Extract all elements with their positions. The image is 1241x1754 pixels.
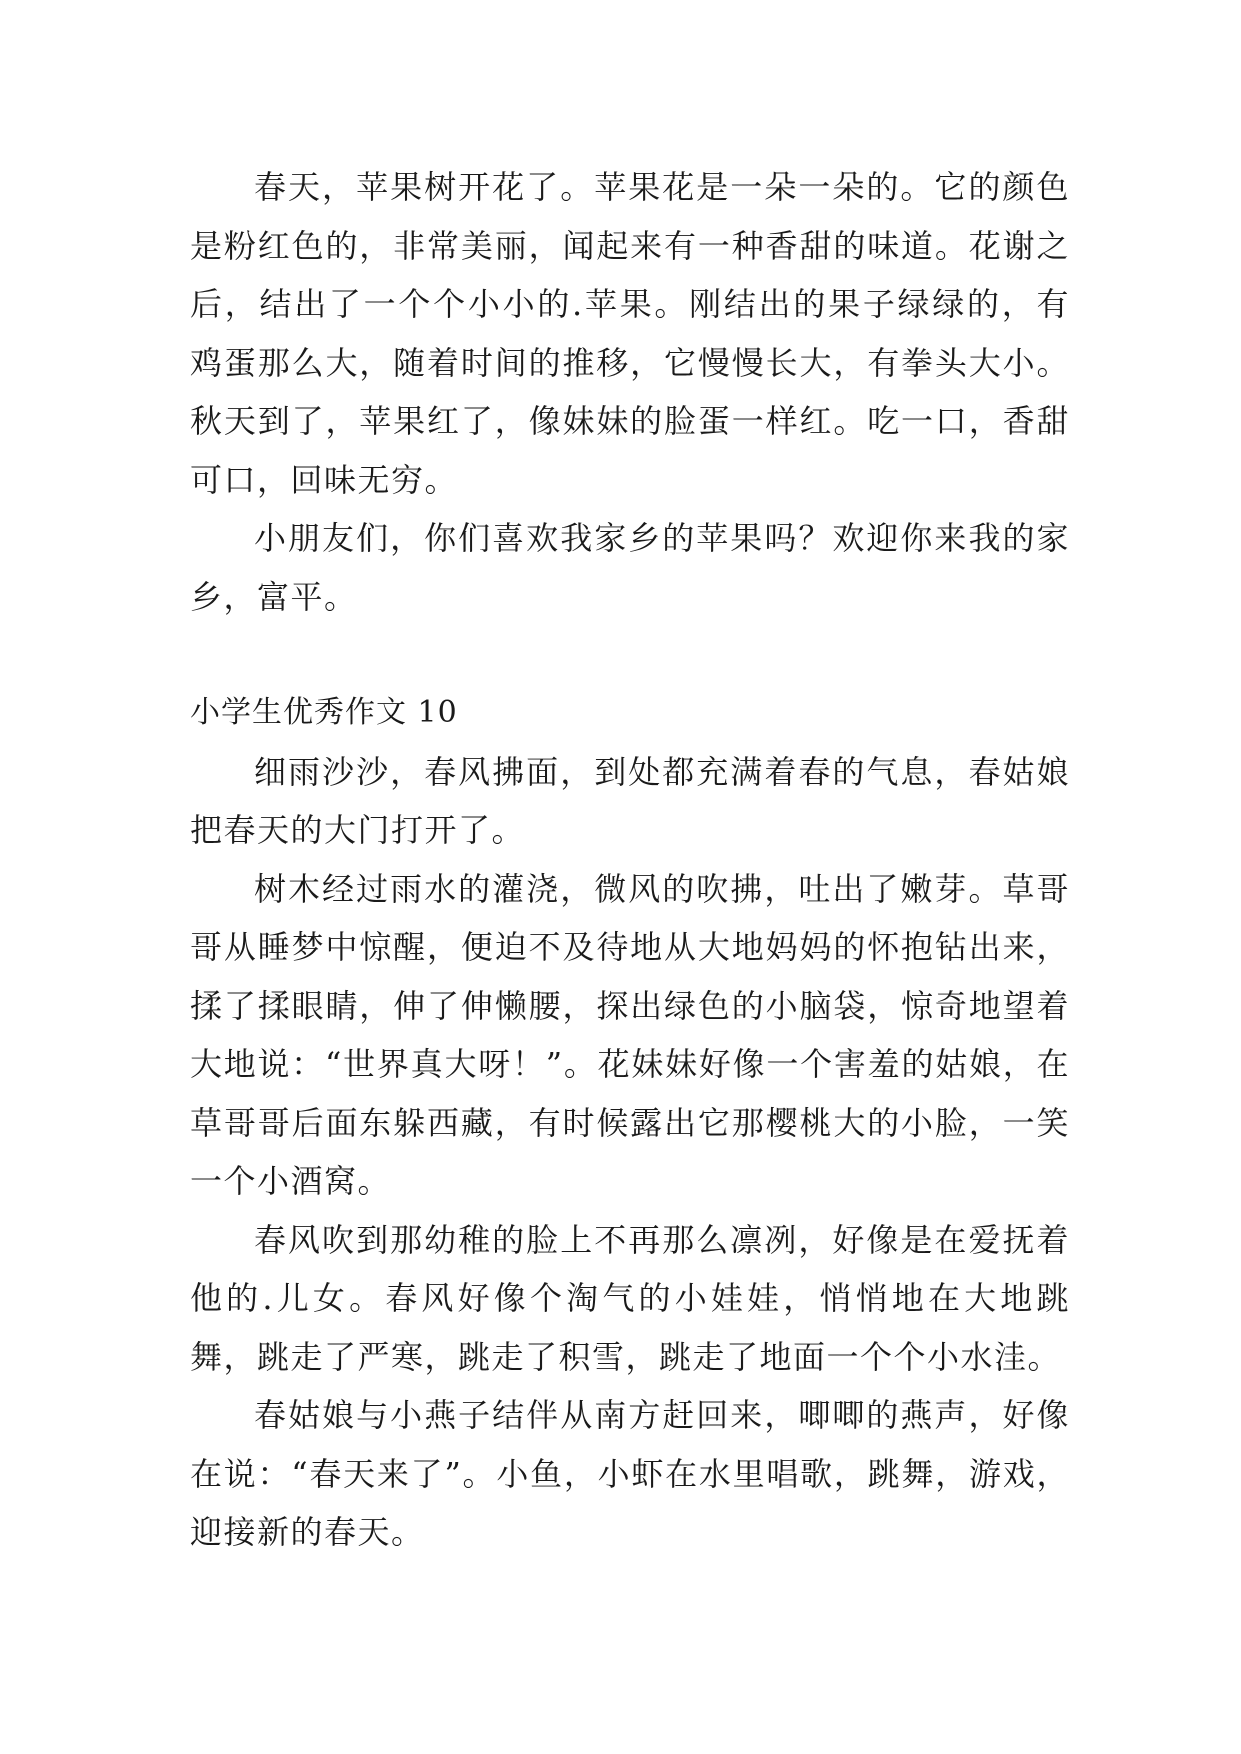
paragraph-hometown-welcome: 小朋友们，你们喜欢我家乡的苹果吗？欢迎你来我的家乡，富平。 (190, 519, 1070, 616)
paragraph-spring-wind: 春风吹到那幼稚的脸上不再那么凛冽，好像是在爱抚着他的.儿女。春风好像个淘气的小娃娃，悄悄地在大地跳舞，跳走了严寒，跳走了积雪，跳走了地面一个个小水洼。 (190, 1220, 1070, 1376)
paragraph-swallows-fish: 春姑娘与小燕子结伴从南方赶回来，唧唧的燕声，好像在说：“春天来了”。小鱼，小虾在水里唱歌，跳舞，游戏，迎接新的春天。 (190, 1396, 1070, 1551)
paragraph-spring-rain: 细雨沙沙，春风拂面，到处都充满着春的气息，春姑娘把春天的大门打开了。 (190, 752, 1070, 849)
paragraph-trees-grass-flowers: 树木经过雨水的灌浇，微风的吹拂，吐出了嫩芽。草哥哥从睡梦中惊醒，便迫不及待地从大地妈妈的怀抱钻出来，揉了揉眼睛，伸了伸懒腰，探出绿色的小脑袋，惊奇地望着大地说：“世界真大呀！”。花妹妹好像一个害羞的姑娘，在草哥哥后面东躲西藏，有时候露出它那樱桃大的小脸，一笑一个小酒窝。 (190, 869, 1070, 1200)
section-gap (190, 626, 1070, 684)
section-title: 小学生优秀作文 10 (190, 695, 458, 730)
paragraph-apple-tree: 春天，苹果树开花了。苹果花是一朵一朵的。它的颜色是粉红色的，非常美丽，闻起来有一种香甜的味道。花谢之后，结出了一个个小小的.苹果。刚结出的果子绿绿的，有鸡蛋那么大，随着时间的推移，它慢慢长大，有拳头大小。秋天到了，苹果红了，像妹妹的脸蛋一样红。吃一口，香甜可口，回味无穷。 (190, 168, 1070, 499)
document-page (190, 158, 1070, 1562)
